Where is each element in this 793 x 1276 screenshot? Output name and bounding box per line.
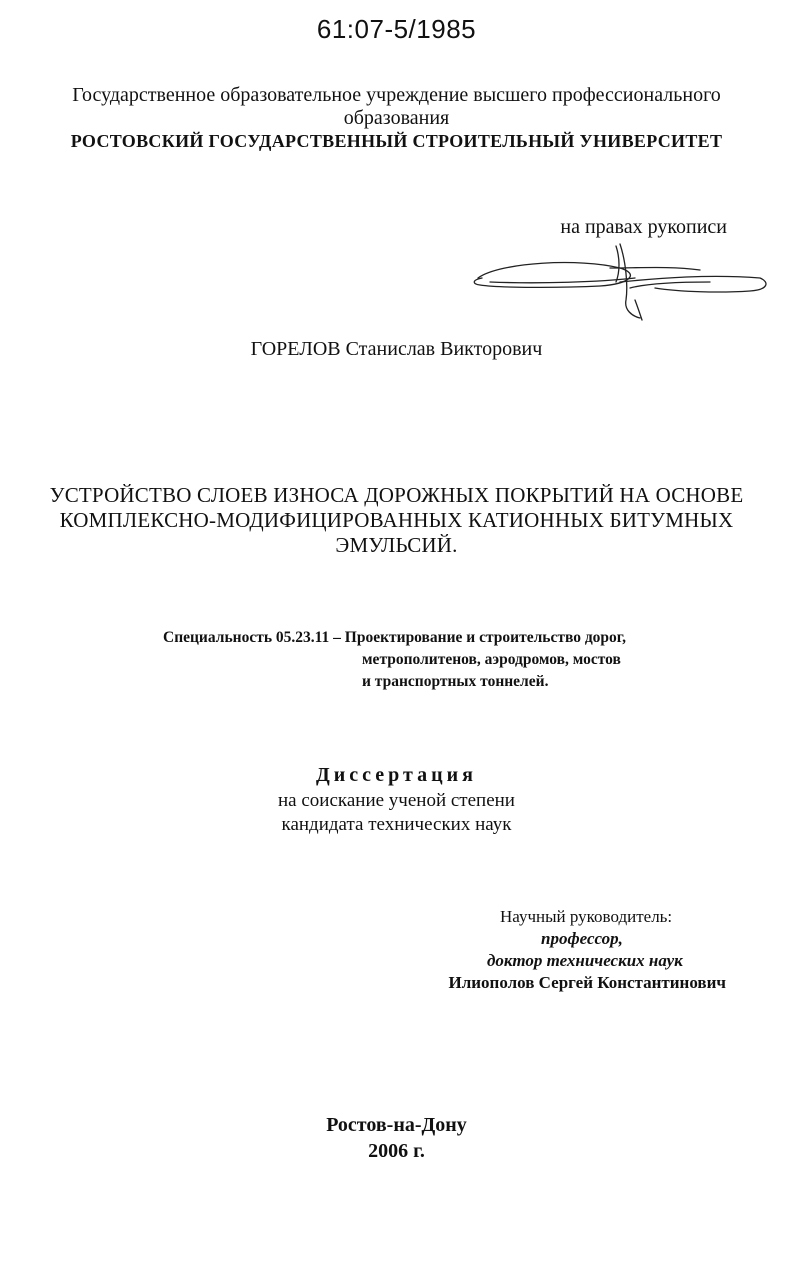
specialty-line-2: метрополитенов, аэродромов, мостов	[362, 651, 621, 668]
dissertation-title-line: КОМПЛЕКСНО-МОДИФИЦИРОВАННЫХ КАТИОННЫХ БИТУМНЫХ	[59, 508, 734, 532]
dissertation-label: Диссертация	[316, 764, 477, 786]
signature-icon	[470, 238, 770, 323]
specialty-block	[163, 627, 626, 693]
degree-line-1: на соискание ученой степени	[278, 790, 515, 811]
dissertation-title-line: ЭМУЛЬСИЙ.	[335, 533, 458, 557]
author-name: ГОРЕЛОВ Станислав Викторович	[250, 338, 543, 360]
dissertation-title-line: УСТРОЙСТВО СЛОЕВ ИЗНОСА ДОРОЖНЫХ ПОКРЫТИЙ НА ОСНОВЕ	[49, 483, 744, 507]
city: Ростов-на-Дону	[326, 1114, 467, 1136]
advisor-degree: доктор технических наук	[487, 951, 683, 970]
year: 2006 г.	[368, 1140, 425, 1162]
advisor-title: профессор,	[541, 929, 623, 948]
catalog-number: 61:07-5/1985	[316, 14, 477, 44]
specialty-line-3: и транспортных тоннелей.	[362, 673, 549, 690]
university-name: РОСТОВСКИЙ ГОСУДАРСТВЕННЫЙ СТРОИТЕЛЬНЫЙ УНИВЕРСИТЕТ	[70, 131, 723, 151]
degree-line-2: кандидата технических наук	[281, 814, 512, 835]
advisor-heading: Научный руководитель:	[500, 907, 673, 926]
advisor-name: Илиополов Сергей Константинович	[448, 973, 726, 992]
institution-line-1: Государственное образовательное учреждение высшего профессионального	[72, 84, 721, 106]
institution-line-2: образования	[343, 107, 450, 129]
advisor-block	[420, 906, 726, 994]
manuscript-note: на правах рукописи	[560, 216, 727, 238]
specialty-line-1: Специальность 05.23.11 – Проектирование и строительство дорог,	[163, 629, 626, 646]
